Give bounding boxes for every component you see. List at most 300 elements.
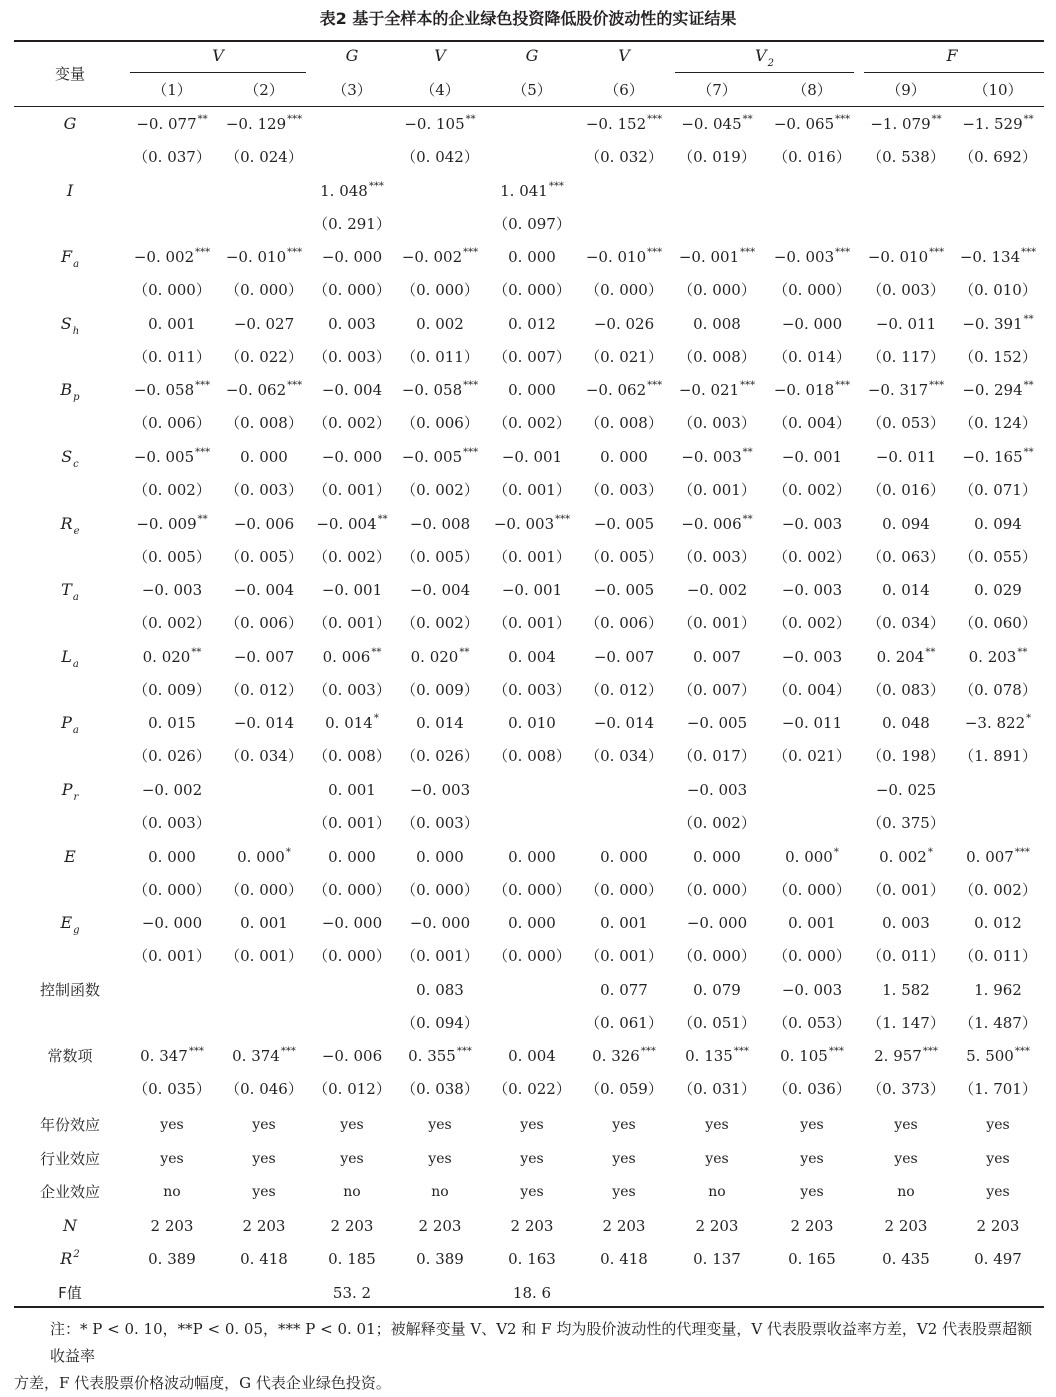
- stat-value-cell: yes: [705, 1150, 729, 1167]
- significance-stars: **: [931, 114, 942, 125]
- significance-stars: ***: [647, 114, 663, 125]
- coefficient-cell: [594, 514, 654, 534]
- coefficient-value: −0. 003: [781, 980, 843, 999]
- coefficient-cell: [410, 780, 470, 800]
- coefficient-cell: [687, 713, 747, 733]
- row-label-text: P: [61, 780, 73, 799]
- significance-stars: ***: [929, 247, 945, 259]
- significance-stars: ***: [835, 114, 851, 125]
- std-error-cell: （0. 375）: [867, 814, 945, 832]
- column-number-7: （7）: [697, 81, 737, 99]
- coefficient-value: 0. 007: [966, 847, 1014, 866]
- coefficient-cell: [962, 380, 1033, 403]
- coefficient-value: −0. 010: [867, 248, 929, 267]
- stat-value-cell: yes: [160, 1150, 184, 1167]
- coefficient-cell: [136, 114, 207, 137]
- row-label-subscript: g: [73, 925, 80, 937]
- std-error-cell: （0. 001）: [867, 880, 945, 899]
- coefficient-value: 0. 012: [508, 314, 556, 333]
- coefficient-value: −0. 000: [321, 448, 383, 466]
- coefficient-cell: [240, 913, 288, 933]
- row-label: [64, 114, 77, 134]
- coefficient-cell: [508, 713, 556, 733]
- coefficient-cell: [594, 580, 654, 600]
- coefficient-cell: [586, 247, 662, 270]
- coefficient-cell: [234, 514, 294, 534]
- coefficient-value: −0. 165: [962, 448, 1023, 466]
- coefficient-value: 0. 204: [876, 647, 925, 666]
- row-label: [61, 314, 79, 337]
- std-error-cell: （0. 005）: [401, 547, 479, 566]
- coefficient-cell: [974, 514, 1022, 534]
- stat-value-cell: 2 203: [884, 1216, 928, 1235]
- std-error-cell: （0. 051）: [678, 1013, 756, 1032]
- coefficient-value: 0. 002: [416, 314, 464, 333]
- coefficient-value: 0. 020: [410, 647, 459, 666]
- coefficient-value: −0. 062: [225, 381, 287, 400]
- std-error-cell: （0. 063）: [867, 547, 945, 566]
- stat-value-cell: 2 203: [330, 1216, 374, 1235]
- std-error-cell: （0. 001）: [225, 947, 303, 966]
- stat-label-superscript: 2: [73, 1249, 80, 1260]
- row-label-subscript: a: [72, 658, 79, 670]
- header-group-underline: [864, 72, 1044, 73]
- std-error-cell: （0. 000）: [133, 880, 211, 899]
- coefficient-cell: [320, 181, 384, 204]
- column-number-6: （6）: [604, 81, 644, 99]
- significance-stars: **: [459, 646, 470, 658]
- row-label-subscript: a: [72, 592, 79, 604]
- coefficient-value: 0. 326: [592, 1047, 640, 1066]
- coefficient-value: 0. 203: [968, 647, 1017, 666]
- std-error-cell: （0. 001）: [313, 814, 391, 832]
- coefficient-value: 0. 007: [693, 647, 741, 666]
- std-error-cell: （0. 124）: [959, 414, 1037, 433]
- std-error-cell: （0. 152）: [959, 347, 1037, 366]
- coefficient-value: −0. 002: [133, 248, 195, 267]
- coefficient-value: 0. 015: [148, 714, 196, 733]
- row-label-text: B: [60, 380, 73, 400]
- header-group-label: V: [434, 46, 446, 65]
- coefficient-value: 0. 077: [600, 980, 648, 999]
- std-error-cell: （0. 000）: [773, 281, 851, 300]
- std-error-cell: （0. 000）: [678, 947, 756, 966]
- coefficient-cell: [687, 780, 747, 800]
- stat-value-cell: no: [163, 1184, 181, 1200]
- std-error-cell: （0. 002）: [313, 547, 391, 566]
- coefficient-value: −0. 021: [678, 381, 740, 400]
- stat-label-text: 企业效应: [39, 1183, 101, 1201]
- coefficient-cell: [974, 980, 1022, 1000]
- stat-label-text: R: [60, 1249, 73, 1268]
- row-label-text: I: [66, 180, 74, 200]
- std-error-cell: （0. 001）: [401, 947, 479, 966]
- significance-stars: ***: [740, 247, 756, 259]
- coefficient-cell: [237, 847, 291, 870]
- coefficient-value: 0. 000: [508, 914, 556, 933]
- significance-stars: ***: [188, 1046, 204, 1058]
- row-label-text: S: [60, 313, 72, 333]
- coefficient-value: −0. 009: [136, 514, 197, 533]
- coefficient-value: −0. 058: [133, 381, 195, 400]
- coefficient-value: −0. 014: [593, 714, 655, 733]
- header-group-5: [618, 46, 630, 66]
- significance-stars: ***: [1014, 1046, 1030, 1058]
- std-error-cell: （0. 026）: [401, 747, 479, 766]
- coefficient-cell: [693, 647, 741, 667]
- coefficient-cell: [322, 247, 382, 267]
- coefficient-value: −0. 011: [781, 714, 843, 733]
- stat-value-cell: 0. 389: [148, 1250, 196, 1268]
- coefficient-cell: [594, 314, 654, 334]
- coefficient-value: 0. 003: [328, 314, 376, 333]
- coefficient-cell: [143, 647, 202, 670]
- coefficient-cell: [142, 913, 202, 933]
- stat-value-cell: yes: [252, 1184, 276, 1200]
- coefficient-cell: [960, 247, 1036, 270]
- stat-label: [40, 1182, 100, 1202]
- std-error-cell: （0. 003）: [585, 481, 663, 499]
- coefficient-cell: [134, 247, 210, 270]
- coefficient-value: −0. 011: [875, 314, 937, 333]
- std-error-cell: （0. 006）: [585, 614, 663, 633]
- coefficient-cell: [870, 114, 941, 137]
- std-error-cell: （0. 012）: [313, 1080, 391, 1099]
- std-error-cell: （0. 009）: [401, 680, 479, 699]
- stat-value-cell: yes: [986, 1184, 1010, 1200]
- std-error-cell: （0. 017）: [678, 747, 756, 766]
- std-error-cell: （0. 061）: [585, 1013, 663, 1032]
- coefficient-cell: [148, 847, 196, 867]
- significance-stars: ***: [287, 247, 303, 259]
- coefficient-cell: [322, 1046, 382, 1066]
- coefficient-cell: [974, 913, 1022, 933]
- std-error-cell: （0. 036）: [773, 1080, 851, 1099]
- row-label-subscript: r: [73, 792, 79, 803]
- column-number-8: （8）: [792, 81, 832, 99]
- significance-stars: *: [1026, 713, 1032, 725]
- coefficient-value: 0. 355: [408, 1047, 456, 1066]
- coefficient-cell: [681, 447, 752, 470]
- std-error-cell: （0. 008）: [225, 414, 303, 433]
- column-number-4: （4）: [420, 81, 460, 99]
- coefficient-value: −0. 045: [681, 115, 742, 133]
- row-label-text: T: [61, 580, 72, 600]
- coefficient-cell: [586, 380, 662, 403]
- header-bottom-rule: [14, 106, 1044, 107]
- coefficient-value: 0. 000: [416, 847, 464, 866]
- std-error-cell: （1. 891）: [959, 747, 1037, 766]
- stat-value-cell: 2 203: [602, 1216, 646, 1235]
- significance-stars: ***: [195, 380, 211, 392]
- std-error-cell: （0. 000）: [225, 281, 303, 300]
- row-label-text: F: [60, 247, 73, 267]
- row-label-text: 控制函数: [39, 980, 101, 999]
- stat-value-cell: 0. 165: [788, 1250, 836, 1268]
- header-group-7: [946, 46, 957, 66]
- coefficient-value: 0. 048: [882, 714, 930, 733]
- coefficient-value: 0. 105: [780, 1047, 828, 1066]
- std-error-cell: （0. 000）: [493, 880, 571, 899]
- coefficient-value: −0. 077: [136, 115, 197, 133]
- std-error-cell: （0. 006）: [401, 414, 479, 433]
- row-label-subscript: h: [72, 325, 80, 337]
- coefficient-value: 0. 014: [416, 714, 464, 733]
- std-error-cell: （0. 022）: [225, 347, 303, 366]
- coefficient-cell: [234, 580, 294, 600]
- coefficient-value: 1. 962: [974, 980, 1022, 999]
- std-error-cell: （0. 031）: [678, 1080, 756, 1099]
- coefficient-value: −0. 003: [781, 647, 843, 666]
- row-label-subscript: e: [73, 525, 80, 537]
- std-error-cell: （0. 016）: [867, 481, 945, 499]
- coefficient-value: 0. 001: [240, 914, 288, 933]
- stat-value-cell: 0. 185: [328, 1250, 376, 1268]
- coefficient-value: −0. 000: [321, 914, 383, 933]
- significance-stars: ***: [463, 380, 479, 392]
- row-label-text: P: [61, 713, 72, 733]
- coefficient-value: −0. 001: [678, 248, 740, 267]
- coefficient-value: 0. 000: [237, 847, 285, 866]
- coefficient-value: 0. 004: [508, 1047, 556, 1066]
- row-label: [61, 580, 79, 603]
- stat-value-cell: 2 203: [695, 1216, 739, 1235]
- coefficient-cell: [788, 913, 836, 933]
- column-number-3: （3）: [332, 81, 372, 99]
- coefficient-cell: [782, 447, 842, 467]
- std-error-cell: （0. 001）: [493, 614, 571, 633]
- coefficient-cell: [402, 447, 478, 470]
- stat-value-cell: 2 203: [976, 1216, 1020, 1235]
- coefficient-cell: [148, 713, 196, 733]
- significance-stars: **: [1023, 380, 1034, 392]
- coefficient-value: −0. 065: [773, 115, 835, 133]
- coefficient-value: −0. 152: [585, 115, 647, 133]
- coefficient-value: −0. 001: [501, 448, 563, 466]
- significance-stars: ***: [1021, 247, 1037, 259]
- coefficient-value: 2. 957: [874, 1047, 922, 1066]
- stat-value-cell: yes: [612, 1184, 636, 1200]
- coefficient-cell: [693, 980, 741, 1000]
- coefficient-value: −0. 002: [686, 581, 748, 600]
- coefficient-value: 1. 048: [320, 181, 368, 200]
- table-caption: 表2 基于全样本的企业绿色投资降低股价波动性的实证结果: [319, 9, 737, 28]
- coefficient-cell: [882, 913, 930, 933]
- coefficient-value: −0. 003: [681, 448, 742, 466]
- coefficient-value: −0. 000: [141, 914, 203, 933]
- std-error-cell: （0. 000）: [773, 947, 851, 966]
- coefficient-cell: [962, 114, 1033, 137]
- coefficient-cell: [410, 514, 470, 534]
- std-error-cell: （0. 000）: [773, 880, 851, 899]
- header-group-2: [346, 46, 359, 66]
- significance-stars: ***: [195, 247, 211, 259]
- stat-value-cell: 18. 6: [512, 1283, 552, 1302]
- std-error-cell: （0. 034）: [225, 747, 303, 766]
- coefficient-value: −0. 007: [233, 647, 295, 666]
- std-error-cell: （0. 692）: [959, 148, 1037, 166]
- std-error-cell: （0. 538）: [867, 148, 945, 166]
- row-label-text: L: [61, 646, 72, 666]
- stat-value-cell: 0. 418: [600, 1250, 648, 1268]
- std-error-cell: （0. 008）: [493, 747, 571, 766]
- row-label: [60, 380, 79, 403]
- coefficient-cell: [969, 647, 1028, 670]
- coefficient-value: −0. 027: [233, 314, 295, 333]
- coefficient-value: −0. 003: [493, 514, 555, 533]
- coefficient-cell: [502, 447, 562, 467]
- significance-stars: *: [833, 846, 839, 858]
- std-error-cell: （0. 024）: [225, 148, 303, 166]
- stat-label-text: 行业效应: [39, 1149, 101, 1168]
- coefficient-cell: [681, 514, 752, 537]
- coefficient-value: 0. 000: [148, 847, 196, 866]
- column-number-2: （2）: [244, 81, 284, 99]
- significance-stars: ***: [463, 447, 479, 458]
- row-label: [61, 514, 80, 537]
- row-label: [61, 647, 79, 670]
- stat-value-cell: yes: [160, 1117, 184, 1133]
- coefficient-cell: [226, 380, 302, 403]
- stat-value-cell: 2 203: [790, 1216, 834, 1235]
- stat-value-cell: yes: [428, 1150, 452, 1167]
- std-error-cell: （0. 291）: [313, 214, 391, 233]
- std-error-cell: （0. 003）: [133, 814, 211, 832]
- coefficient-value: −0. 129: [225, 115, 287, 133]
- std-error-cell: （0. 055）: [959, 547, 1037, 566]
- std-error-cell: （0. 001）: [313, 614, 391, 633]
- coefficient-cell: [323, 647, 382, 670]
- top-rule: [14, 40, 1044, 42]
- std-error-cell: （0. 046）: [225, 1080, 303, 1099]
- stat-value-cell: 0. 137: [693, 1250, 741, 1268]
- std-error-cell: （0. 000）: [133, 281, 211, 300]
- coefficient-cell: [782, 580, 842, 600]
- row-label: [47, 1046, 92, 1066]
- coefficient-value: −0. 003: [686, 781, 748, 799]
- coefficient-cell: [416, 314, 464, 334]
- stat-value-cell: yes: [612, 1150, 636, 1167]
- header-group-label: G: [345, 46, 359, 65]
- coefficient-value: 0. 347: [140, 1047, 188, 1066]
- coefficient-value: 0. 094: [882, 514, 930, 533]
- coefficient-cell: [226, 247, 302, 270]
- header-group-6: [755, 46, 774, 69]
- std-error-cell: （0. 003）: [678, 414, 756, 433]
- coefficient-value: −1. 079: [870, 115, 931, 133]
- table-note: [14, 1316, 1044, 1397]
- coefficient-value: 1. 582: [882, 980, 930, 999]
- stat-value-cell: yes: [520, 1117, 544, 1133]
- std-error-cell: （0. 000）: [401, 281, 479, 300]
- coefficient-value: −0. 001: [781, 448, 843, 466]
- coefficient-cell: [508, 247, 556, 267]
- coefficient-cell: [965, 713, 1031, 736]
- header-group-subscript: 2: [767, 58, 774, 69]
- std-error-cell: （0. 002）: [401, 614, 479, 633]
- std-error-cell: （0. 009）: [133, 680, 211, 699]
- significance-stars: **: [371, 646, 382, 658]
- stat-label-text: N: [63, 1215, 77, 1235]
- coefficient-cell: [402, 247, 478, 270]
- row-label: [40, 980, 100, 1000]
- coefficient-cell: [876, 447, 936, 467]
- column-number-9: （9）: [886, 81, 926, 99]
- stat-value-cell: 0. 389: [416, 1250, 464, 1268]
- std-error-cell: （0. 060）: [959, 614, 1037, 633]
- coefficient-cell: [868, 380, 944, 403]
- column-number-1: （1）: [152, 81, 192, 99]
- std-error-cell: （0. 001）: [585, 947, 663, 966]
- stat-value-cell: 0. 418: [240, 1250, 288, 1268]
- coefficient-cell: [410, 913, 470, 933]
- row-label-text: G: [63, 114, 77, 133]
- std-error-cell: （0. 005）: [133, 547, 211, 566]
- coefficient-cell: [882, 580, 930, 600]
- significance-stars: ***: [740, 380, 756, 392]
- coefficient-value: −0. 026: [593, 314, 655, 333]
- std-error-cell: （0. 002）: [773, 481, 851, 499]
- coefficient-value: 0. 001: [148, 314, 196, 333]
- significance-stars: ***: [922, 1046, 938, 1058]
- std-error-cell: （0. 035）: [133, 1080, 211, 1099]
- significance-stars: ***: [280, 1046, 296, 1058]
- coefficient-value: −0. 317: [867, 381, 929, 400]
- coefficient-cell: [508, 647, 556, 667]
- std-error-cell: （0. 000）: [313, 281, 391, 300]
- row-label-subscript: a: [73, 259, 80, 271]
- stat-value-cell: 2 203: [418, 1216, 462, 1235]
- coefficient-value: −0. 134: [959, 248, 1021, 267]
- std-error-cell: （0. 008）: [585, 414, 663, 433]
- coefficient-cell: [136, 514, 207, 537]
- coefficient-value: 0. 000: [693, 847, 741, 866]
- stat-value-cell: 0. 435: [882, 1250, 930, 1268]
- row-label: [64, 847, 76, 867]
- coefficient-value: 0. 006: [322, 647, 371, 666]
- std-error-cell: （1. 701）: [959, 1080, 1037, 1099]
- coefficient-cell: [782, 314, 842, 334]
- stat-value-cell: no: [343, 1184, 361, 1200]
- significance-stars: ***: [647, 247, 663, 259]
- coefficient-value: −0. 003: [773, 248, 835, 267]
- coefficient-value: 0. 010: [508, 714, 556, 733]
- std-error-cell: （0. 003）: [313, 347, 391, 366]
- significance-stars: ***: [555, 513, 571, 525]
- stat-value-cell: yes: [986, 1150, 1010, 1167]
- coefficient-cell: [408, 1046, 472, 1069]
- std-error-cell: （0. 012）: [585, 680, 663, 699]
- stat-value-cell: no: [431, 1184, 449, 1200]
- coefficient-value: −0. 062: [585, 381, 647, 400]
- significance-stars: **: [1017, 646, 1028, 658]
- significance-stars: *: [285, 846, 291, 858]
- coefficient-cell: [774, 380, 850, 403]
- coefficient-value: −0. 000: [409, 914, 471, 933]
- coefficient-cell: [882, 713, 930, 733]
- row-label-subscript: p: [73, 392, 80, 404]
- stat-value-cell: 0. 163: [508, 1250, 556, 1268]
- std-error-cell: （0. 071）: [959, 481, 1037, 499]
- coefficient-value: −0. 004: [316, 514, 377, 533]
- std-error-cell: （0. 042）: [401, 148, 479, 166]
- coefficient-cell: [134, 380, 210, 403]
- std-error-cell: （0. 001）: [678, 614, 756, 633]
- coefficient-cell: [416, 980, 464, 1000]
- significance-stars: ***: [287, 114, 303, 125]
- coefficient-cell: [402, 380, 478, 403]
- std-error-cell: （0. 012）: [225, 680, 303, 699]
